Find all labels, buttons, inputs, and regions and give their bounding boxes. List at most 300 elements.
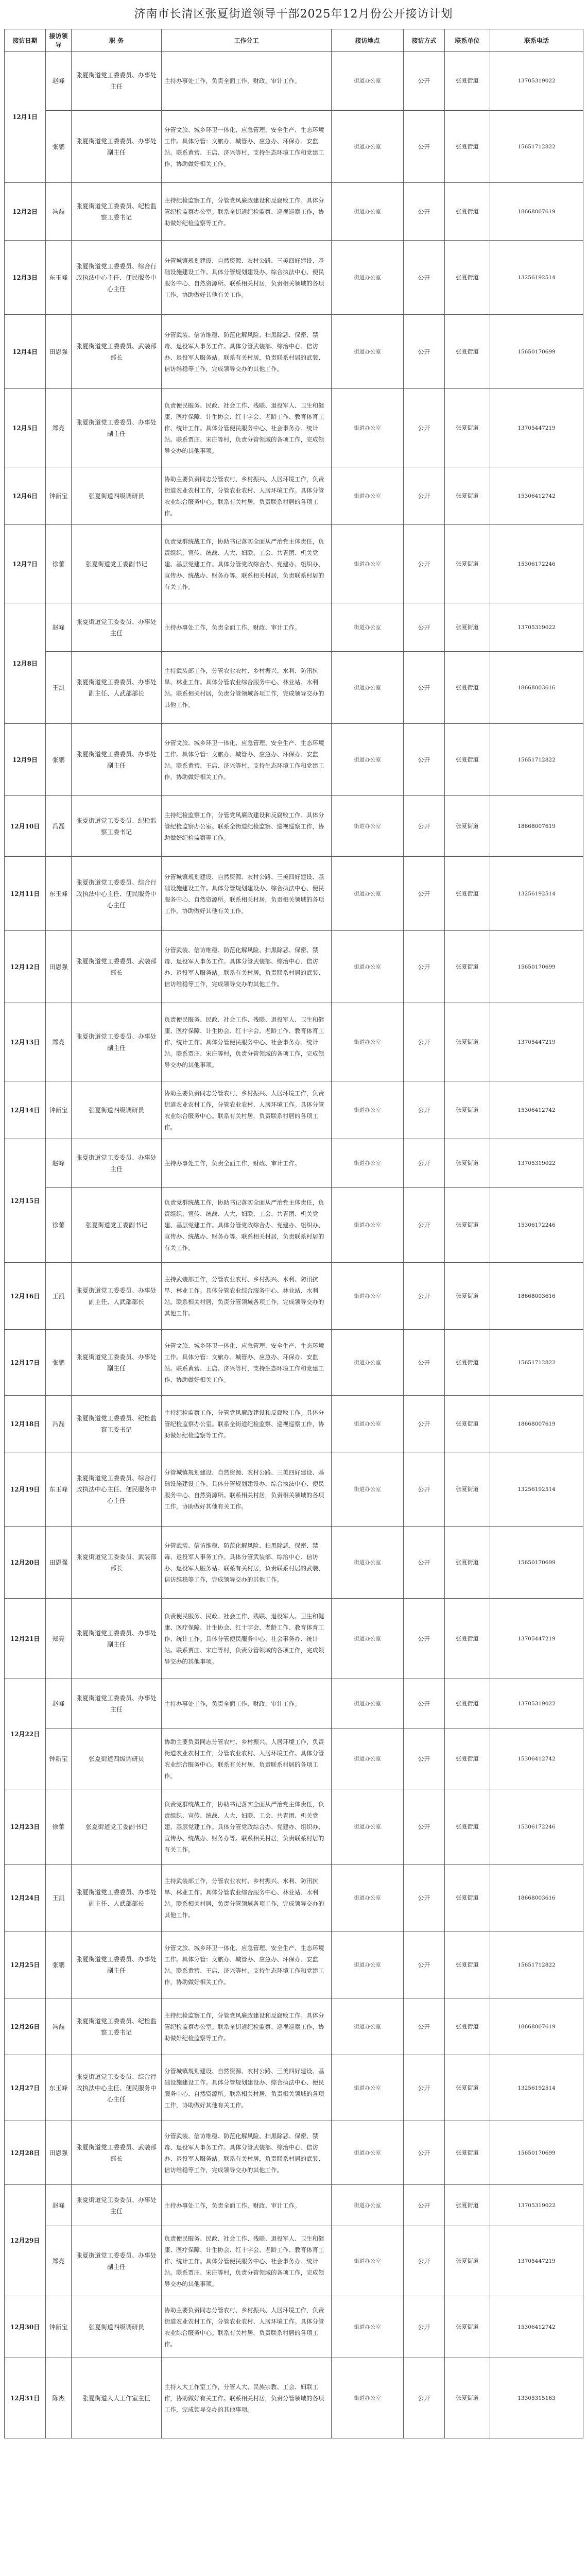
reception-method: 公开 — [404, 52, 445, 111]
reception-place: 街道办公室 — [332, 52, 404, 111]
contact-phone: 15306172246 — [490, 525, 583, 603]
contact-unit: 张夏街道 — [445, 1396, 490, 1452]
leader-duty: 张夏街道党工委委员、办事处副主任 — [72, 1931, 162, 1998]
leader-name: 王凯 — [46, 1865, 72, 1931]
contact-phone: 15650170699 — [490, 2121, 583, 2185]
work-division: 分管文旅、城乡环卫一体化、应急管理、安全生产、生态环境工作。具体分管：文旅办、城管办、应急办、环保办、安监站。联系黄营、王店、济兴等村，支持生态环境工作和党建工作，协助做好相关工作。 — [162, 1330, 332, 1396]
leader-name: 郑亮 — [46, 389, 72, 467]
contact-phone: 15651712822 — [490, 1330, 583, 1396]
leader-duty: 张夏街道党工委委员、武装部部长 — [72, 1527, 162, 1599]
leader-name: 赵峰 — [46, 2185, 72, 2226]
work-division: 主持武装部工作，分管农业农村、乡村振兴、水利、防汛抗旱、林业工作。具体分管农业综合服务中心、林业站、水利站。联系相关村居，负责分管领域各项工作，完成领导交办的其他工作。 — [162, 1263, 332, 1330]
reception-place: 街道办公室 — [332, 111, 404, 183]
reception-place: 街道办公室 — [332, 724, 404, 796]
table-row — [5, 1139, 583, 1188]
contact-phone: 15650170699 — [490, 315, 583, 389]
contact-unit: 张夏街道 — [445, 603, 490, 652]
reception-method: 公开 — [404, 1728, 445, 1789]
reception-place: 街道办公室 — [332, 1452, 404, 1527]
leader-name: 郑亮 — [46, 1003, 72, 1081]
contact-unit: 张夏街道 — [445, 1188, 490, 1263]
leader-name: 赵峰 — [46, 603, 72, 652]
contact-phone: 13256192514 — [490, 2055, 583, 2121]
table-row — [5, 2226, 583, 2296]
leader-name: 王凯 — [46, 652, 72, 724]
table-row — [5, 1865, 583, 1931]
contact-unit: 张夏街道 — [445, 1263, 490, 1330]
leader-duty: 张夏街道党工委委员、纪检监察工委书记 — [72, 1396, 162, 1452]
table-row — [5, 1998, 583, 2055]
leader-name: 冯磊 — [46, 796, 72, 857]
reception-date: 12月28日 — [5, 2121, 46, 2185]
contact-phone: 18668003616 — [490, 1263, 583, 1330]
work-division: 负责便民服务、民政、社会工作、残联、退役军人、卫生和健康、医疗保障、计生协会、红十字会、老龄工作、教育体育工作、统计工作。具体分管便民服务中心、社会事务办、统计站。联系贾庄、宋庄等村，负责分管领域的各项工作，完成领导交办的其他事项。 — [162, 2226, 332, 2296]
table-row — [5, 2296, 583, 2358]
reception-place: 街道办公室 — [332, 1081, 404, 1139]
reception-date: 12月13日 — [5, 1003, 46, 1081]
reception-method: 公开 — [404, 1003, 445, 1081]
leader-name: 钟新宝 — [46, 1081, 72, 1139]
reception-place: 街道办公室 — [332, 241, 404, 315]
header-phone: 联系电话 — [490, 29, 583, 52]
reception-method: 公开 — [404, 652, 445, 724]
contact-phone: 18668007619 — [490, 796, 583, 857]
reception-place: 街道办公室 — [332, 1728, 404, 1789]
table-row — [5, 1081, 583, 1139]
reception-place: 街道办公室 — [332, 1599, 404, 1679]
contact-phone: 15306412742 — [490, 2296, 583, 2358]
table-row — [5, 2358, 583, 2438]
reception-date: 12月12日 — [5, 931, 46, 1003]
contact-unit: 张夏街道 — [445, 857, 490, 931]
leader-duty: 张夏街道党工委委员、武装部部长 — [72, 931, 162, 1003]
contact-phone: 13705447219 — [490, 1599, 583, 1679]
header-leader: 接访领导 — [46, 29, 72, 52]
reception-date: 12月19日 — [5, 1452, 46, 1527]
reception-date: 12月9日 — [5, 724, 46, 796]
table-row — [5, 1263, 583, 1330]
reception-place: 街道办公室 — [332, 1396, 404, 1452]
table-row — [5, 603, 583, 652]
work-division: 分管文旅、城乡环卫一体化、应急管理、安全生产、生态环境工作。具体分管：文旅办、城管办、应急办、环保办、安监站。联系黄营、王店、济兴等村，支持生态环境工作和党建工作，协助做好相关工作。 — [162, 111, 332, 183]
table-row — [5, 1599, 583, 1679]
reception-place: 街道办公室 — [332, 525, 404, 603]
reception-place: 街道办公室 — [332, 2226, 404, 2296]
leader-name: 钟新宝 — [46, 467, 72, 525]
table-row — [5, 111, 583, 183]
leader-duty: 张夏街道党工委副书记 — [72, 525, 162, 603]
contact-unit: 张夏街道 — [445, 724, 490, 796]
work-division: 分管城镇规划建设、自然资源、农村公路、三美四好建设、基础设施建设工作。具体分管规划建设办、综合执法中心、便民服务中心、自然资源所。联系相关村居，负责相关领域的各项工作，协助做好其他有关工作。 — [162, 241, 332, 315]
table-row — [5, 52, 583, 111]
work-division: 分管文旅、城乡环卫一体化、应急管理、安全生产、生态环境工作。具体分管：文旅办、城管办、应急办、环保办、安监站。联系黄营、王店、济兴等村，支持生态环境工作和党建工作，协助做好相关工作。 — [162, 724, 332, 796]
contact-unit: 张夏街道 — [445, 1527, 490, 1599]
table-row — [5, 1188, 583, 1263]
table-row — [5, 1679, 583, 1728]
contact-unit: 张夏街道 — [445, 1081, 490, 1139]
leader-name: 钟新宝 — [46, 2296, 72, 2358]
contact-unit: 张夏街道 — [445, 389, 490, 467]
reception-date: 12月16日 — [5, 1263, 46, 1330]
reception-date: 12月31日 — [5, 2358, 46, 2438]
table-row — [5, 1931, 583, 1998]
leader-name: 张鹏 — [46, 111, 72, 183]
work-division: 主持纪检监察工作，分管党风廉政建设和反腐败工作。具体分管纪检监察办公室。联系全街道纪检监察、巡视巡察工作，协助做好纪检监察等工作。 — [162, 796, 332, 857]
contact-unit: 张夏街道 — [445, 241, 490, 315]
contact-phone: 15306172246 — [490, 1188, 583, 1263]
table-row — [5, 1527, 583, 1599]
contact-phone: 13705447219 — [490, 389, 583, 467]
work-division: 主持武装部工作，分管农业农村、乡村振兴、水利、防汛抗旱、林业工作。具体分管农业综合服务中心、林业站、水利站。联系相关村居，负责分管领域各项工作，完成领导交办的其他工作。 — [162, 1865, 332, 1931]
leader-name: 冯磊 — [46, 1396, 72, 1452]
leader-name: 王凯 — [46, 1263, 72, 1330]
reception-place: 街道办公室 — [332, 1527, 404, 1599]
table-header-row — [5, 29, 583, 52]
leader-duty: 张夏街道党工委委员、办事处副主任、人武部部长 — [72, 652, 162, 724]
leader-name: 郑亮 — [46, 2226, 72, 2296]
reception-place: 街道办公室 — [332, 796, 404, 857]
header-unit: 联系单位 — [445, 29, 490, 52]
reception-method: 公开 — [404, 241, 445, 315]
reception-method: 公开 — [404, 931, 445, 1003]
work-division: 分管武装、信访维稳、防范化解风险、扫黑除恶、保密、禁毒、退役军人事务工作。具体分管武装部、综治中心、信访办、退役军人服务站。联系有关村居，负责联系村居的武装、信访维稳等工作，完成领导交办的其他工作。 — [162, 931, 332, 1003]
reception-place: 街道办公室 — [332, 2296, 404, 2358]
work-division: 主持人大工作室工作，分管人大、民族宗教、工会、妇联工作，协助做好有关工作。联系相关村居，负责分管领域的各项工作，完成领导交办的其他事项。 — [162, 2358, 332, 2438]
work-division: 分管文旅、城乡环卫一体化、应急管理、安全生产、生态环境工作。具体分管：文旅办、城管办、应急办、环保办、安监站。联系黄营、王店、济兴等村，支持生态环境工作和党建工作，协助做好相关工作。 — [162, 1931, 332, 1998]
reception-place: 街道办公室 — [332, 315, 404, 389]
reception-date: 12月10日 — [5, 796, 46, 857]
contact-unit: 张夏街道 — [445, 111, 490, 183]
work-division: 主持办事处工作，负责全面工作，财政、审计工作。 — [162, 1139, 332, 1188]
contact-unit: 张夏街道 — [445, 2226, 490, 2296]
leader-name: 徐蕾 — [46, 1188, 72, 1263]
reception-place: 街道办公室 — [332, 2358, 404, 2438]
leader-duty: 张夏街道党工委委员、综合行政执法中心主任、便民服务中心主任 — [72, 1452, 162, 1527]
contact-unit: 张夏街道 — [445, 467, 490, 525]
reception-method: 公开 — [404, 1081, 445, 1139]
reception-method: 公开 — [404, 2358, 445, 2438]
work-division: 主持办事处工作，负责全面工作，财政、审计工作。 — [162, 1679, 332, 1728]
leader-name: 田恩强 — [46, 2121, 72, 2185]
leader-duty: 张夏街道党工委委员、办事处副主任 — [72, 724, 162, 796]
reception-date: 12月26日 — [5, 1998, 46, 2055]
work-division: 负责便民服务、民政、社会工作、残联、退役军人、卫生和健康、医疗保障、计生协会、红十字会、老龄工作、教育体育工作、统计工作。具体分管便民服务中心、社会事务办、统计站。联系贾庄、宋庄等村，负责分管领域的各项工作，完成领导交办的其他事项。 — [162, 1599, 332, 1679]
reception-place: 街道办公室 — [332, 1330, 404, 1396]
reception-method: 公开 — [404, 389, 445, 467]
reception-method: 公开 — [404, 1527, 445, 1599]
reception-place: 街道办公室 — [332, 1998, 404, 2055]
table-row — [5, 315, 583, 389]
work-division: 主持纪检监察工作，分管党风廉政建设和反腐败工作。具体分管纪检监察办公室。联系全街道纪检监察、巡视巡察工作，协助做好纪检监察等工作。 — [162, 183, 332, 241]
contact-phone: 13705319022 — [490, 1679, 583, 1728]
reception-date: 12月7日 — [5, 525, 46, 603]
leader-name: 张鹏 — [46, 1931, 72, 1998]
leader-duty: 张夏街道党工委副书记 — [72, 1188, 162, 1263]
contact-phone: 13705319022 — [490, 603, 583, 652]
table-row — [5, 1003, 583, 1081]
reception-method: 公开 — [404, 315, 445, 389]
schedule-body — [5, 52, 583, 2438]
reception-method: 公开 — [404, 183, 445, 241]
reception-method: 公开 — [404, 1865, 445, 1931]
work-division: 分管武装、信访维稳、防范化解风险、扫黑除恶、保密、禁毒、退役军人事务工作。具体分管武装部、综治中心、信访办、退役军人服务站。联系有关村居，负责联系村居的武装、信访维稳等工作，完成领导交办的其他工作。 — [162, 2121, 332, 2185]
leader-name: 郑亮 — [46, 1599, 72, 1679]
table-row — [5, 724, 583, 796]
work-division: 主持办事处工作，负责全面工作，财政、审计工作。 — [162, 2185, 332, 2226]
reception-place: 街道办公室 — [332, 2055, 404, 2121]
table-row — [5, 467, 583, 525]
contact-phone: 15306412742 — [490, 1728, 583, 1789]
contact-unit: 张夏街道 — [445, 796, 490, 857]
leader-duty: 张夏街道党工委委员、纪检监察工委书记 — [72, 183, 162, 241]
header-place: 接访地点 — [332, 29, 404, 52]
reception-method: 公开 — [404, 1931, 445, 1998]
leader-name: 东玉峰 — [46, 857, 72, 931]
contact-phone: 13305315163 — [490, 2358, 583, 2438]
contact-unit: 张夏街道 — [445, 1728, 490, 1789]
contact-unit: 张夏街道 — [445, 2121, 490, 2185]
reception-method: 公开 — [404, 1452, 445, 1527]
leader-name: 田恩强 — [46, 931, 72, 1003]
contact-phone: 15651712822 — [490, 1931, 583, 1998]
reception-method: 公开 — [404, 2121, 445, 2185]
reception-method: 公开 — [404, 1998, 445, 2055]
work-division: 负责便民服务、民政、社会工作、残联、退役军人、卫生和健康、医疗保障、计生协会、红十字会、老龄工作、教育体育工作、统计工作。具体分管便民服务中心、社会事务办、统计站。联系贾庄、宋庄等村，负责分管领域的各项工作，完成领导交办的其他事项。 — [162, 389, 332, 467]
leader-duty: 张夏街道党工委委员、综合行政执法中心主任、便民服务中心主任 — [72, 2055, 162, 2121]
leader-duty: 张夏街道党工委委员、办事处主任 — [72, 1139, 162, 1188]
leader-name: 东玉峰 — [46, 2055, 72, 2121]
leader-name: 张鹏 — [46, 1330, 72, 1396]
leader-duty: 张夏街道四级调研员 — [72, 2296, 162, 2358]
reception-place: 街道办公室 — [332, 857, 404, 931]
reception-method: 公开 — [404, 1599, 445, 1679]
leader-name: 赵峰 — [46, 1679, 72, 1728]
header-date: 接访日期 — [5, 29, 46, 52]
reception-date: 12月6日 — [5, 467, 46, 525]
leader-duty: 张夏街道四级调研员 — [72, 1728, 162, 1789]
reception-date: 12月5日 — [5, 389, 46, 467]
reception-method: 公开 — [404, 2226, 445, 2296]
leader-duty: 张夏街道党工委委员、办事处副主任 — [72, 1330, 162, 1396]
reception-date: 12月18日 — [5, 1396, 46, 1452]
leader-duty: 张夏街道党工委委员、办事处主任 — [72, 603, 162, 652]
work-division: 分管城镇规划建设、自然资源、农村公路、三美四好建设、基础设施建设工作。具体分管规划建设办、综合执法中心、便民服务中心、自然资源所。联系相关村居，负责相关领域的各项工作，协助做好其他有关工作。 — [162, 2055, 332, 2121]
leader-duty: 张夏街道党工委委员、办事处主任 — [72, 52, 162, 111]
work-division: 主持办事处工作，负责全面工作，财政、审计工作。 — [162, 52, 332, 111]
contact-unit: 张夏街道 — [445, 1998, 490, 2055]
contact-unit: 张夏街道 — [445, 652, 490, 724]
reception-place: 街道办公室 — [332, 467, 404, 525]
contact-phone: 18668007619 — [490, 1396, 583, 1452]
reception-method: 公开 — [404, 1263, 445, 1330]
leader-name: 东玉峰 — [46, 241, 72, 315]
contact-phone: 18668007619 — [490, 183, 583, 241]
work-division: 协助主要负责同志分管农村、乡村振兴、人居环境工作，负责街道农业农村工作，分管农业农村、人居环境工作。具体分管农业综合服务中心。联系有关村居，负责联系村居的各项工作。 — [162, 2296, 332, 2358]
leader-duty: 张夏街道人大工作室主任 — [72, 2358, 162, 2438]
leader-duty: 张夏街道四级调研员 — [72, 467, 162, 525]
reception-method: 公开 — [404, 1789, 445, 1865]
contact-phone: 13256192514 — [490, 241, 583, 315]
header-method: 接访方式 — [404, 29, 445, 52]
contact-unit: 张夏街道 — [445, 1679, 490, 1728]
reception-date: 12月4日 — [5, 315, 46, 389]
leader-name: 田恩强 — [46, 315, 72, 389]
contact-phone: 13256192514 — [490, 1452, 583, 1527]
reception-place: 街道办公室 — [332, 2121, 404, 2185]
work-division: 分管城镇规划建设、自然资源、农村公路、三美四好建设、基础设施建设工作。具体分管规划建设办、综合执法中心、便民服务中心、自然资源所。联系相关村居，负责相关领域的各项工作，协助做好其他有关工作。 — [162, 1452, 332, 1527]
work-division: 负责便民服务、民政、社会工作、残联、退役军人、卫生和健康、医疗保障、计生协会、红十字会、老龄工作、教育体育工作、统计工作。具体分管便民服务中心、社会事务办、统计站。联系贾庄、宋庄等村，负责分管领域的各项工作，完成领导交办的其他事项。 — [162, 1003, 332, 1081]
reception-place: 街道办公室 — [332, 1679, 404, 1728]
work-division: 负责党群统战工作，协助书记落实全面从严治党主体责任，负责组织、宣传、统战、人大、妇联、工会、共青团、机关党建、基层党建工作。具体分管党政综合办、党建办、组织办、宣传办、统战办、财务办等。联系相关村居，负责联系村居的有关工作。 — [162, 1188, 332, 1263]
reception-date: 12月24日 — [5, 1865, 46, 1931]
reception-date: 12月27日 — [5, 2055, 46, 2121]
page-title: 济南市长清区张夏街道领导干部2025年12月份公开接访计划 — [134, 8, 453, 21]
reception-date: 12月11日 — [5, 857, 46, 931]
leader-duty: 张夏街道党工委委员、办事处副主任、人武部部长 — [72, 1263, 162, 1330]
table-row — [5, 1728, 583, 1789]
reception-method: 公开 — [404, 1139, 445, 1188]
table-row — [5, 796, 583, 857]
leader-name: 田恩强 — [46, 1527, 72, 1599]
reception-place: 街道办公室 — [332, 2185, 404, 2226]
work-division: 协助主要负责同志分管农村、乡村振兴、人居环境工作，负责街道农业农村工作，分管农业农村、人居环境工作。具体分管农业综合服务中心。联系有关村居，负责联系村居的各项工作。 — [162, 467, 332, 525]
leader-duty: 张夏街道党工委委员、办事处副主任、人武部部长 — [72, 1865, 162, 1931]
leader-duty: 张夏街道党工委委员、办事处副主任 — [72, 1599, 162, 1679]
contact-unit: 张夏街道 — [445, 1865, 490, 1931]
reception-place: 街道办公室 — [332, 603, 404, 652]
leader-duty: 张夏街道党工委委员、综合行政执法中心主任、便民服务中心主任 — [72, 241, 162, 315]
contact-phone: 13256192514 — [490, 857, 583, 931]
table-row — [5, 241, 583, 315]
reception-method: 公开 — [404, 724, 445, 796]
table-row — [5, 2185, 583, 2226]
reception-method: 公开 — [404, 603, 445, 652]
leader-duty: 张夏街道党工委委员、办事处副主任 — [72, 111, 162, 183]
contact-unit: 张夏街道 — [445, 1452, 490, 1527]
reception-date: 12月3日 — [5, 241, 46, 315]
reception-method: 公开 — [404, 525, 445, 603]
contact-unit: 张夏街道 — [445, 1599, 490, 1679]
reception-method: 公开 — [404, 1330, 445, 1396]
leader-duty: 张夏街道党工委委员、办事处副主任 — [72, 1003, 162, 1081]
reception-date: 12月25日 — [5, 1931, 46, 1998]
reception-place: 街道办公室 — [332, 931, 404, 1003]
work-division: 负责党群统战工作，协助书记落实全面从严治党主体责任，负责组织、宣传、统战、人大、妇联、工会、共青团、机关党建、基层党建工作。具体分管党政综合办、党建办、组织办、宣传办、统战办、财务办等。联系相关村居，负责联系村居的有关工作。 — [162, 525, 332, 603]
work-division: 分管武装、信访维稳、防范化解风险、扫黑除恶、保密、禁毒、退役军人事务工作。具体分管武装部、综治中心、信访办、退役军人服务站。联系有关村居，负责联系村居的武装、信访维稳等工作，完成领导交办的其他工作。 — [162, 1527, 332, 1599]
reception-date: 12月23日 — [5, 1789, 46, 1865]
table-row — [5, 857, 583, 931]
contact-unit: 张夏街道 — [445, 1330, 490, 1396]
table-row — [5, 1396, 583, 1452]
reception-date: 12月1日 — [5, 52, 46, 183]
work-division: 协助主要负责同志分管农村、乡村振兴、人居环境工作，负责街道农业农村工作，分管农业农村、人居环境工作。具体分管农业综合服务中心。联系有关村居，负责联系村居的各项工作。 — [162, 1728, 332, 1789]
table-row — [5, 1452, 583, 1527]
reception-date: 12月29日 — [5, 2185, 46, 2296]
leader-duty: 张夏街道党工委委员、办事处主任 — [72, 2185, 162, 2226]
reception-date: 12月15日 — [5, 1139, 46, 1263]
work-division: 主持武装部工作，分管农业农村、乡村振兴、水利、防汛抗旱、林业工作。具体分管农业综合服务中心、林业站、水利站。联系相关村居，负责分管领域各项工作，完成领导交办的其他工作。 — [162, 652, 332, 724]
reception-method: 公开 — [404, 1396, 445, 1452]
contact-unit: 张夏街道 — [445, 2358, 490, 2438]
reception-date: 12月30日 — [5, 2296, 46, 2358]
reception-date: 12月2日 — [5, 183, 46, 241]
reception-place: 街道办公室 — [332, 1789, 404, 1865]
reception-date: 12月22日 — [5, 1679, 46, 1789]
table-row — [5, 2055, 583, 2121]
leader-duty: 张夏街道党工委副书记 — [72, 1789, 162, 1865]
leader-name: 东玉峰 — [46, 1452, 72, 1527]
contact-phone: 13705447219 — [490, 1003, 583, 1081]
header-work: 工作分工 — [162, 29, 332, 52]
reception-place: 街道办公室 — [332, 652, 404, 724]
leader-duty: 张夏街道党工委委员、办事处副主任 — [72, 2226, 162, 2296]
reception-method: 公开 — [404, 111, 445, 183]
contact-phone: 15650170699 — [490, 931, 583, 1003]
work-division: 分管城镇规划建设、自然资源、农村公路、三美四好建设、基础设施建设工作。具体分管规划建设办、综合执法中心、便民服务中心、自然资源所。联系相关村居，负责相关领域的各项工作，协助做好其他有关工作。 — [162, 857, 332, 931]
leader-name: 徐蕾 — [46, 1789, 72, 1865]
leader-name: 陈杰 — [46, 2358, 72, 2438]
leader-name: 冯磊 — [46, 1998, 72, 2055]
table-row — [5, 2121, 583, 2185]
leader-name: 冯磊 — [46, 183, 72, 241]
reception-method: 公开 — [404, 467, 445, 525]
work-division: 主持纪检监察工作，分管党风廉政建设和反腐败工作。具体分管纪检监察办公室。联系全街道纪检监察、巡视巡察工作，协助做好纪检监察等工作。 — [162, 1396, 332, 1452]
reception-method: 公开 — [404, 857, 445, 931]
reception-place: 街道办公室 — [332, 183, 404, 241]
leader-name: 钟新宝 — [46, 1728, 72, 1789]
contact-unit: 张夏街道 — [445, 2185, 490, 2226]
header-duty: 职 务 — [72, 29, 162, 52]
contact-unit: 张夏街道 — [445, 2296, 490, 2358]
table-row — [5, 652, 583, 724]
contact-phone: 15306412742 — [490, 1081, 583, 1139]
contact-unit: 张夏街道 — [445, 1003, 490, 1081]
contact-unit: 张夏街道 — [445, 931, 490, 1003]
reception-method: 公开 — [404, 2185, 445, 2226]
work-division: 分管武装、信访维稳、防范化解风险、扫黑除恶、保密、禁毒、退役军人事务工作。具体分管武装部、综治中心、信访办、退役军人服务站。联系有关村居，负责联系村居的武装、信访维稳等工作，完成领导交办的其他工作。 — [162, 315, 332, 389]
leader-duty: 张夏街道党工委委员、办事处主任 — [72, 1679, 162, 1728]
work-division: 负责党群统战工作，协助书记落实全面从严治党主体责任，负责组织、宣传、统战、人大、妇联、工会、共青团、机关党建、基层党建工作。具体分管党政综合办、党建办、组织办、宣传办、统战办、财务办等。联系相关村居，负责联系村居的有关工作。 — [162, 1789, 332, 1865]
leader-name: 张鹏 — [46, 724, 72, 796]
reception-place: 街道办公室 — [332, 1003, 404, 1081]
contact-phone: 13705319022 — [490, 1139, 583, 1188]
contact-unit: 张夏街道 — [445, 2055, 490, 2121]
leader-duty: 张夏街道党工委委员、武装部部长 — [72, 2121, 162, 2185]
reception-date: 12月20日 — [5, 1527, 46, 1599]
work-division: 主持办事处工作，负责全面工作，财政、审计工作。 — [162, 603, 332, 652]
leader-duty: 张夏街道四级调研员 — [72, 1081, 162, 1139]
table-row — [5, 389, 583, 467]
leader-duty: 张夏街道党工委委员、办事处副主任 — [72, 389, 162, 467]
reception-place: 街道办公室 — [332, 1139, 404, 1188]
reception-date: 12月14日 — [5, 1081, 46, 1139]
contact-phone: 15650170699 — [490, 1527, 583, 1599]
contact-phone: 18668007619 — [490, 1998, 583, 2055]
reception-method: 公开 — [404, 796, 445, 857]
reception-place: 街道办公室 — [332, 1263, 404, 1330]
table-row — [5, 1330, 583, 1396]
leader-name: 赵峰 — [46, 52, 72, 111]
contact-unit: 张夏街道 — [445, 1789, 490, 1865]
contact-unit: 张夏街道 — [445, 183, 490, 241]
work-division: 主持纪检监察工作，分管党风廉政建设和反腐败工作。具体分管纪检监察办公室。联系全街道纪检监察、巡视巡察工作，协助做好纪检监察等工作。 — [162, 1998, 332, 2055]
reception-method: 公开 — [404, 2055, 445, 2121]
contact-phone: 13705447219 — [490, 2226, 583, 2296]
contact-phone: 15651712822 — [490, 724, 583, 796]
reception-method: 公开 — [404, 1188, 445, 1263]
contact-phone: 18668003616 — [490, 1865, 583, 1931]
contact-phone: 13705319022 — [490, 52, 583, 111]
